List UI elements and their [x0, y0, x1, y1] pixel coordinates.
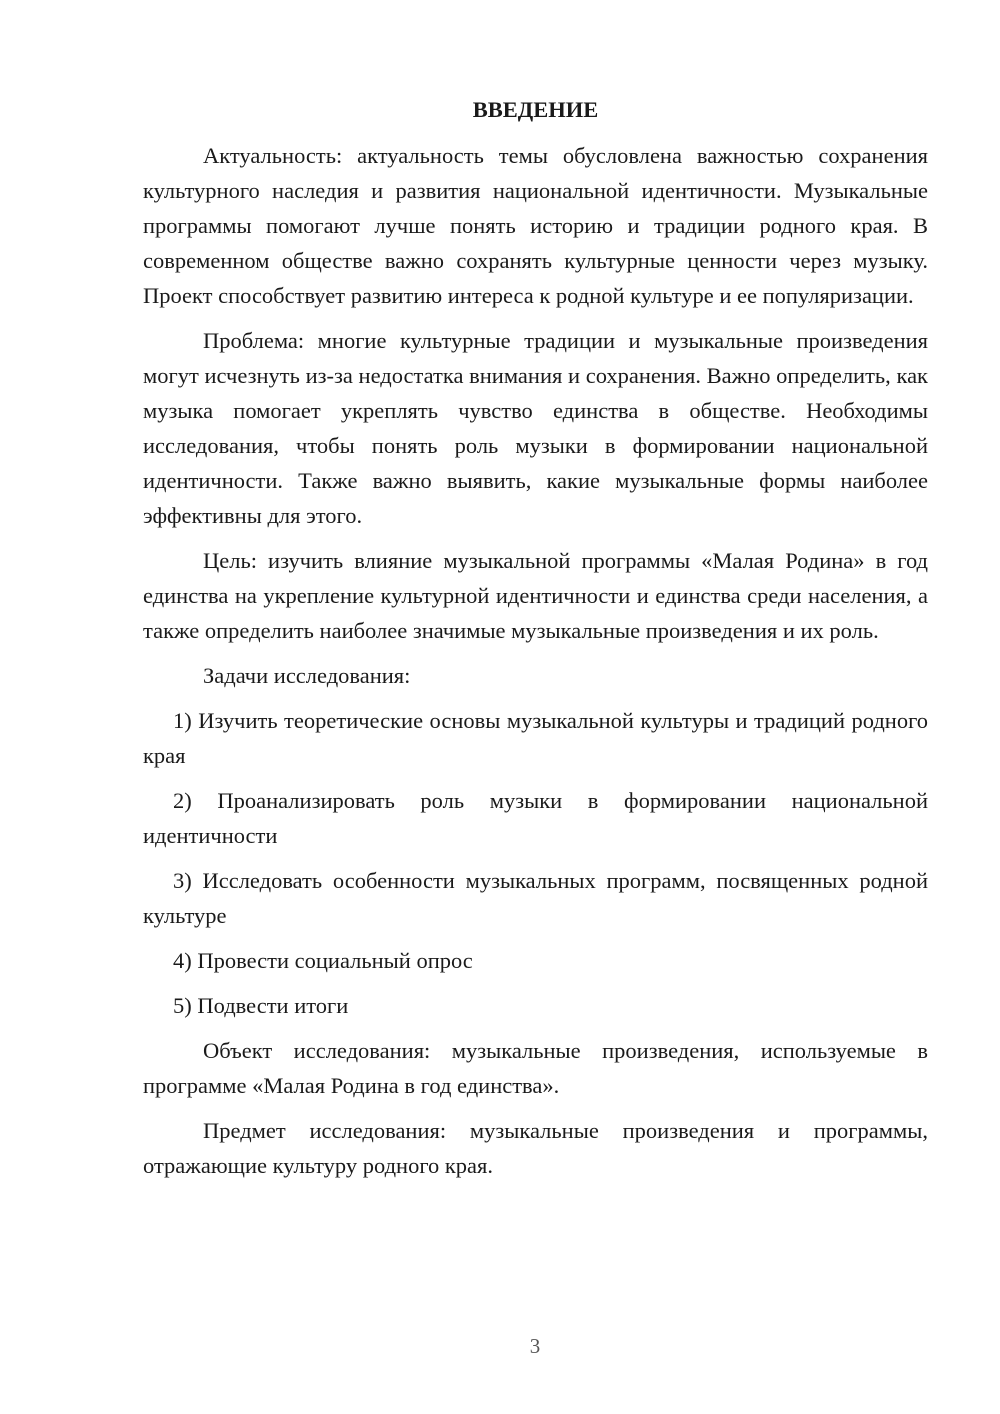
section-title: ВВЕДЕНИЕ — [472, 97, 599, 122]
relevance-paragraph: Актуальность: актуальность темы обусловлена важностью сохранения культурного наследия и развития национальной идентичности. Музыкальные программы помогают лучше понять историю и традиции родного края. В современном обществе важно сохранять культурные ценности через музыку. Проект способствует развитию интереса к родной культуре и ее популяризации. — [143, 143, 928, 308]
subject-paragraph: Предмет исследования: музыкальные произведения и программы, отражающие культуру родного края. — [143, 1118, 928, 1178]
task-item: 3) Исследовать особенности музыкальных программ, посвященных родной культуре — [143, 868, 928, 928]
document-page — [143, 92, 928, 1193]
tasks-heading: Задачи исследования: — [203, 663, 411, 688]
problem-paragraph: Проблема: многие культурные традиции и музыкальные произведения могут исчезнуть из-за недостатка внимания и сохранения. Важно определить, как музыка помогает укреплять чувство единства в обществе. Необходимы исследования, чтобы понять роль музыки в формировании национальной идентичности. Также важно выявить, какие музыкальные формы наиболее эффективны для этого. — [143, 328, 928, 528]
tasks-list — [143, 703, 928, 1023]
object-paragraph: Объект исследования: музыкальные произведения, используемые в программе «Малая Родина в год единства». — [143, 1038, 928, 1098]
task-item: 2) Проанализировать роль музыки в формировании национальной идентичности — [143, 788, 928, 848]
task-item: 1) Изучить теоретические основы музыкальной культуры и традиций родного края — [143, 708, 928, 768]
task-item: 4) Провести социальный опрос — [173, 948, 473, 973]
task-item: 5) Подвести итоги — [173, 993, 349, 1018]
goal-paragraph: Цель: изучить влияние музыкальной программы «Малая Родина» в год единства на укрепление культурной идентичности и единства среди населения, а также определить наиболее значимые музыкальные произведения и их роль. — [143, 548, 928, 643]
page-number: 3 — [529, 1334, 541, 1358]
